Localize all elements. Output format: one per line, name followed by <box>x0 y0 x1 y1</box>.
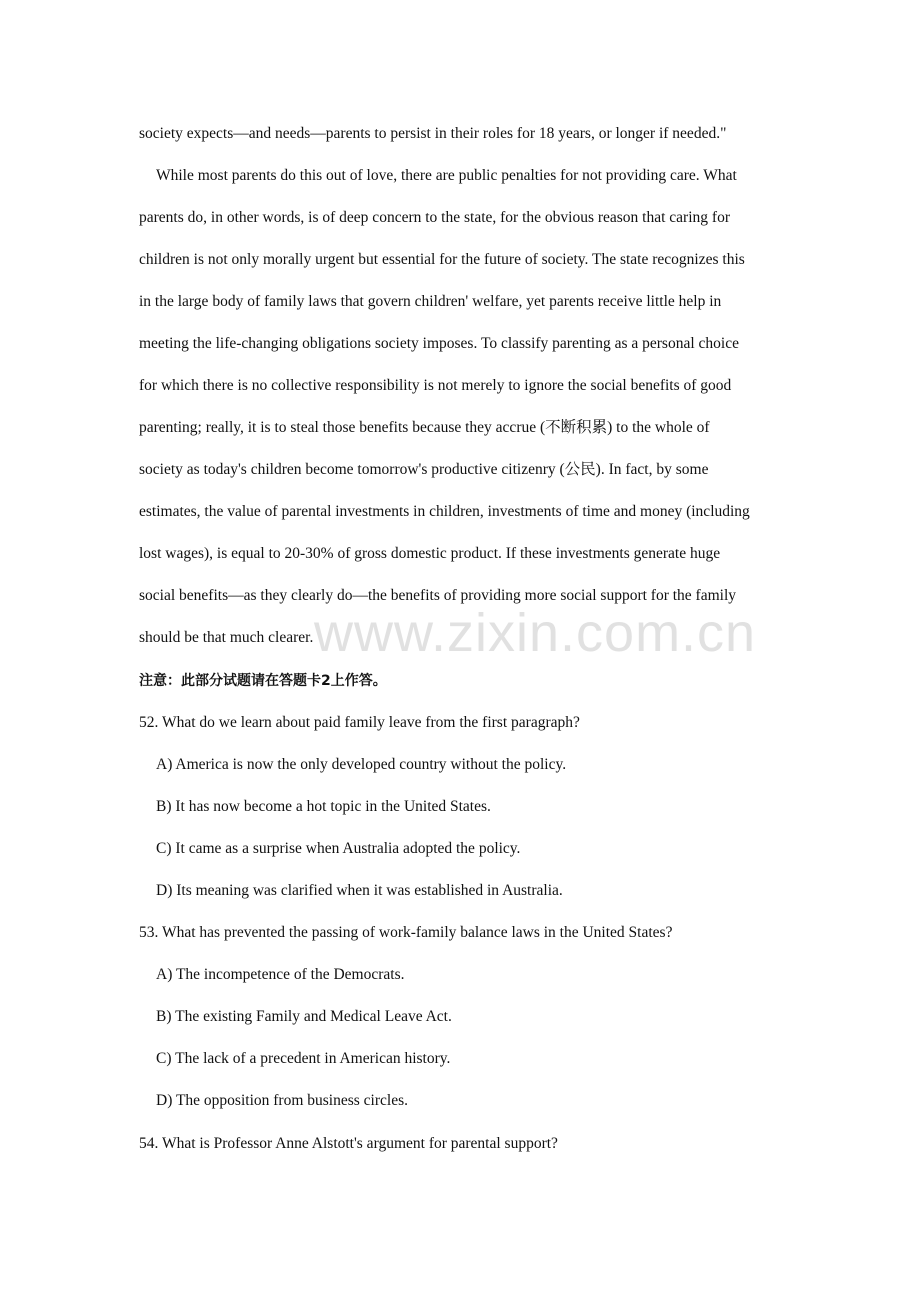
answer-option: D) The opposition from business circles. <box>156 1092 408 1109</box>
passage-line: While most parents do this out of love, there are public penalties for not providing care. What <box>156 167 737 184</box>
passage-line: social benefits—as they clearly do—the benefits of providing more social support for the family <box>139 587 737 604</box>
answer-option: A) America is now the only developed country without the policy. <box>156 756 567 773</box>
answer-option: C) The lack of a precedent in American history. <box>156 1050 451 1067</box>
answer-sheet-note: 注意：此部分试题请在答题卡2上作答。 <box>139 673 387 689</box>
answer-option: B) It has now become a hot topic in the United States. <box>156 798 491 815</box>
answer-option: B) The existing Family and Medical Leave Act. <box>156 1008 452 1025</box>
passage-line: in the large body of family laws that govern children' welfare, yet parents receive little help in <box>139 293 722 310</box>
passage-line: for which there is no collective responsibility is not merely to ignore the social benefits of good <box>139 377 732 394</box>
question-stem: 54. What is Professor Anne Alstott's argument for parental support? <box>139 1135 558 1152</box>
passage-line: estimates, the value of parental investments in children, investments of time and money (including <box>139 503 750 520</box>
answer-option: A) The incompetence of the Democrats. <box>156 966 405 983</box>
answer-option: D) Its meaning was clarified when it was established in Australia. <box>156 882 563 899</box>
answer-option: C) It came as a surprise when Australia adopted the policy. <box>156 840 521 857</box>
question-stem: 53. What has prevented the passing of work-family balance laws in the United States? <box>139 924 673 941</box>
passage-line: children is not only morally urgent but essential for the future of society. The state recognizes this <box>139 251 745 268</box>
watermark: www.zixin.com.cn <box>314 603 757 663</box>
question-stem: 52. What do we learn about paid family leave from the first paragraph? <box>139 714 580 731</box>
passage-line: society as today's children become tomorrow's productive citizenry (公民). In fact, by some <box>139 461 709 478</box>
passage-line: should be that much clearer. <box>139 629 314 646</box>
passage-line: parents do, in other words, is of deep concern to the state, for the obvious reason that caring for <box>139 209 730 226</box>
passage-line: parenting; really, it is to steal those benefits because they accrue (不断积累) to the whole of <box>139 419 710 436</box>
passage-line: lost wages), is equal to 20-30% of gross domestic product. If these investments generate huge <box>139 545 721 562</box>
passage-line: society expects—and needs—parents to persist in their roles for 18 years, or longer if needed." <box>139 125 727 142</box>
passage-line: meeting the life-changing obligations society imposes. To classify parenting as a personal choice <box>139 335 739 352</box>
